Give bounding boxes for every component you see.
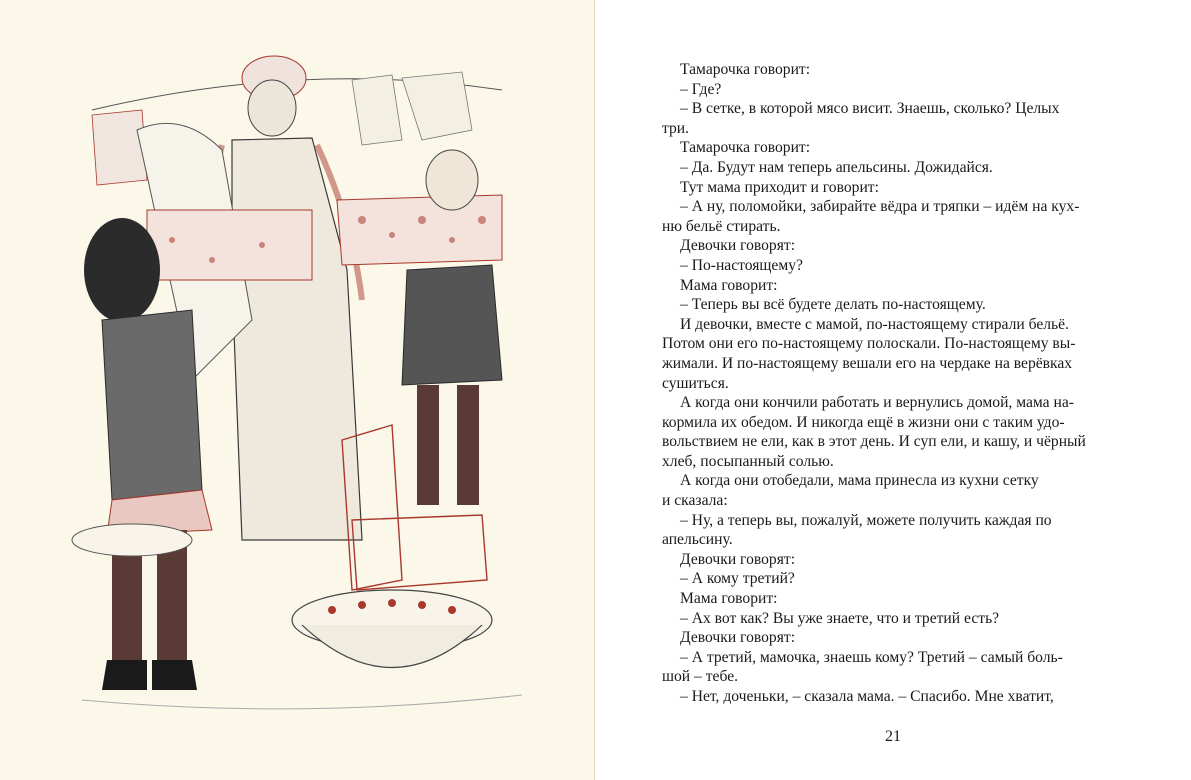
text-line: – А ну, поломойки, забирайте вёдра и тряпки – идём на кух- <box>680 198 1080 216</box>
text-line: Девочки говорят: <box>680 237 796 255</box>
text-line: И девочки, вместе с мамой, по-настоящему стирали бельё. <box>680 315 1069 333</box>
text-line: Тамарочка говорит: <box>680 61 811 78</box>
text-line: – По-настоящему? <box>680 256 803 274</box>
text-line: – А кому третий? <box>680 570 795 588</box>
text-line: Девочки говорят: <box>680 550 796 568</box>
text-line: А когда они отобедали, мама принесла из кухни сетку <box>680 472 1039 490</box>
text-line: Мама говорит: <box>680 590 778 608</box>
text-line: сушиться. <box>662 374 729 392</box>
story-text <box>662 60 1135 707</box>
text-line: шой – тебе. <box>662 668 739 686</box>
text-line: кормила их обедом. И никогда ещё в жизни они с таким удо- <box>662 413 1065 431</box>
text-line: и сказала: <box>662 492 728 510</box>
text-line: – Нет, доченьки, – сказала мама. – Спасибо. Мне хватит, <box>680 688 1054 705</box>
text-line: три. <box>662 119 690 137</box>
left-page <box>0 0 595 780</box>
text-line: хлеб, посыпанный солью. <box>662 452 834 470</box>
text-line: вольствием не ели, как в этот день. И суп ели, и кашу, и чёрный <box>662 433 1086 451</box>
text-line: – Где? <box>680 80 722 98</box>
text-line: – В сетке, в которой мясо висит. Знаешь, сколько? Целых <box>680 100 1060 118</box>
text-line: – Ну, а теперь вы, пожалуй, можете получить каждая по <box>680 511 1052 529</box>
text-line: – Ах вот как? Вы уже знаете, что и третий есть? <box>680 609 1000 627</box>
text-line: – А третий, мамочка, знаешь кому? Третий – самый боль- <box>680 648 1063 666</box>
text-line: – Теперь вы всё будете делать по-настоящему. <box>680 296 986 314</box>
text-line: апельсину. <box>662 531 733 549</box>
text-line: Тамарочка говорит: <box>680 139 811 157</box>
text-line: Мама говорит: <box>680 276 778 294</box>
text-line: А когда они кончили работать и вернулись домой, мама на- <box>680 394 1074 412</box>
text-line: Тут мама приходит и говорит: <box>680 178 879 196</box>
text-line: Девочки говорят: <box>680 629 796 647</box>
text-line: ню бельё стирать. <box>662 217 781 235</box>
text-line: жимали. И по-настоящему вешали его на чердаке на верёвках <box>662 354 1073 372</box>
page-number: 21 <box>885 728 901 745</box>
text-line: Потом они его по-настоящему полоскали. По-настоящему вы- <box>662 335 1076 353</box>
text-line: – Да. Будут нам теперь апельсины. Дожидайся. <box>680 158 993 176</box>
pencil-illustration <box>62 20 542 712</box>
